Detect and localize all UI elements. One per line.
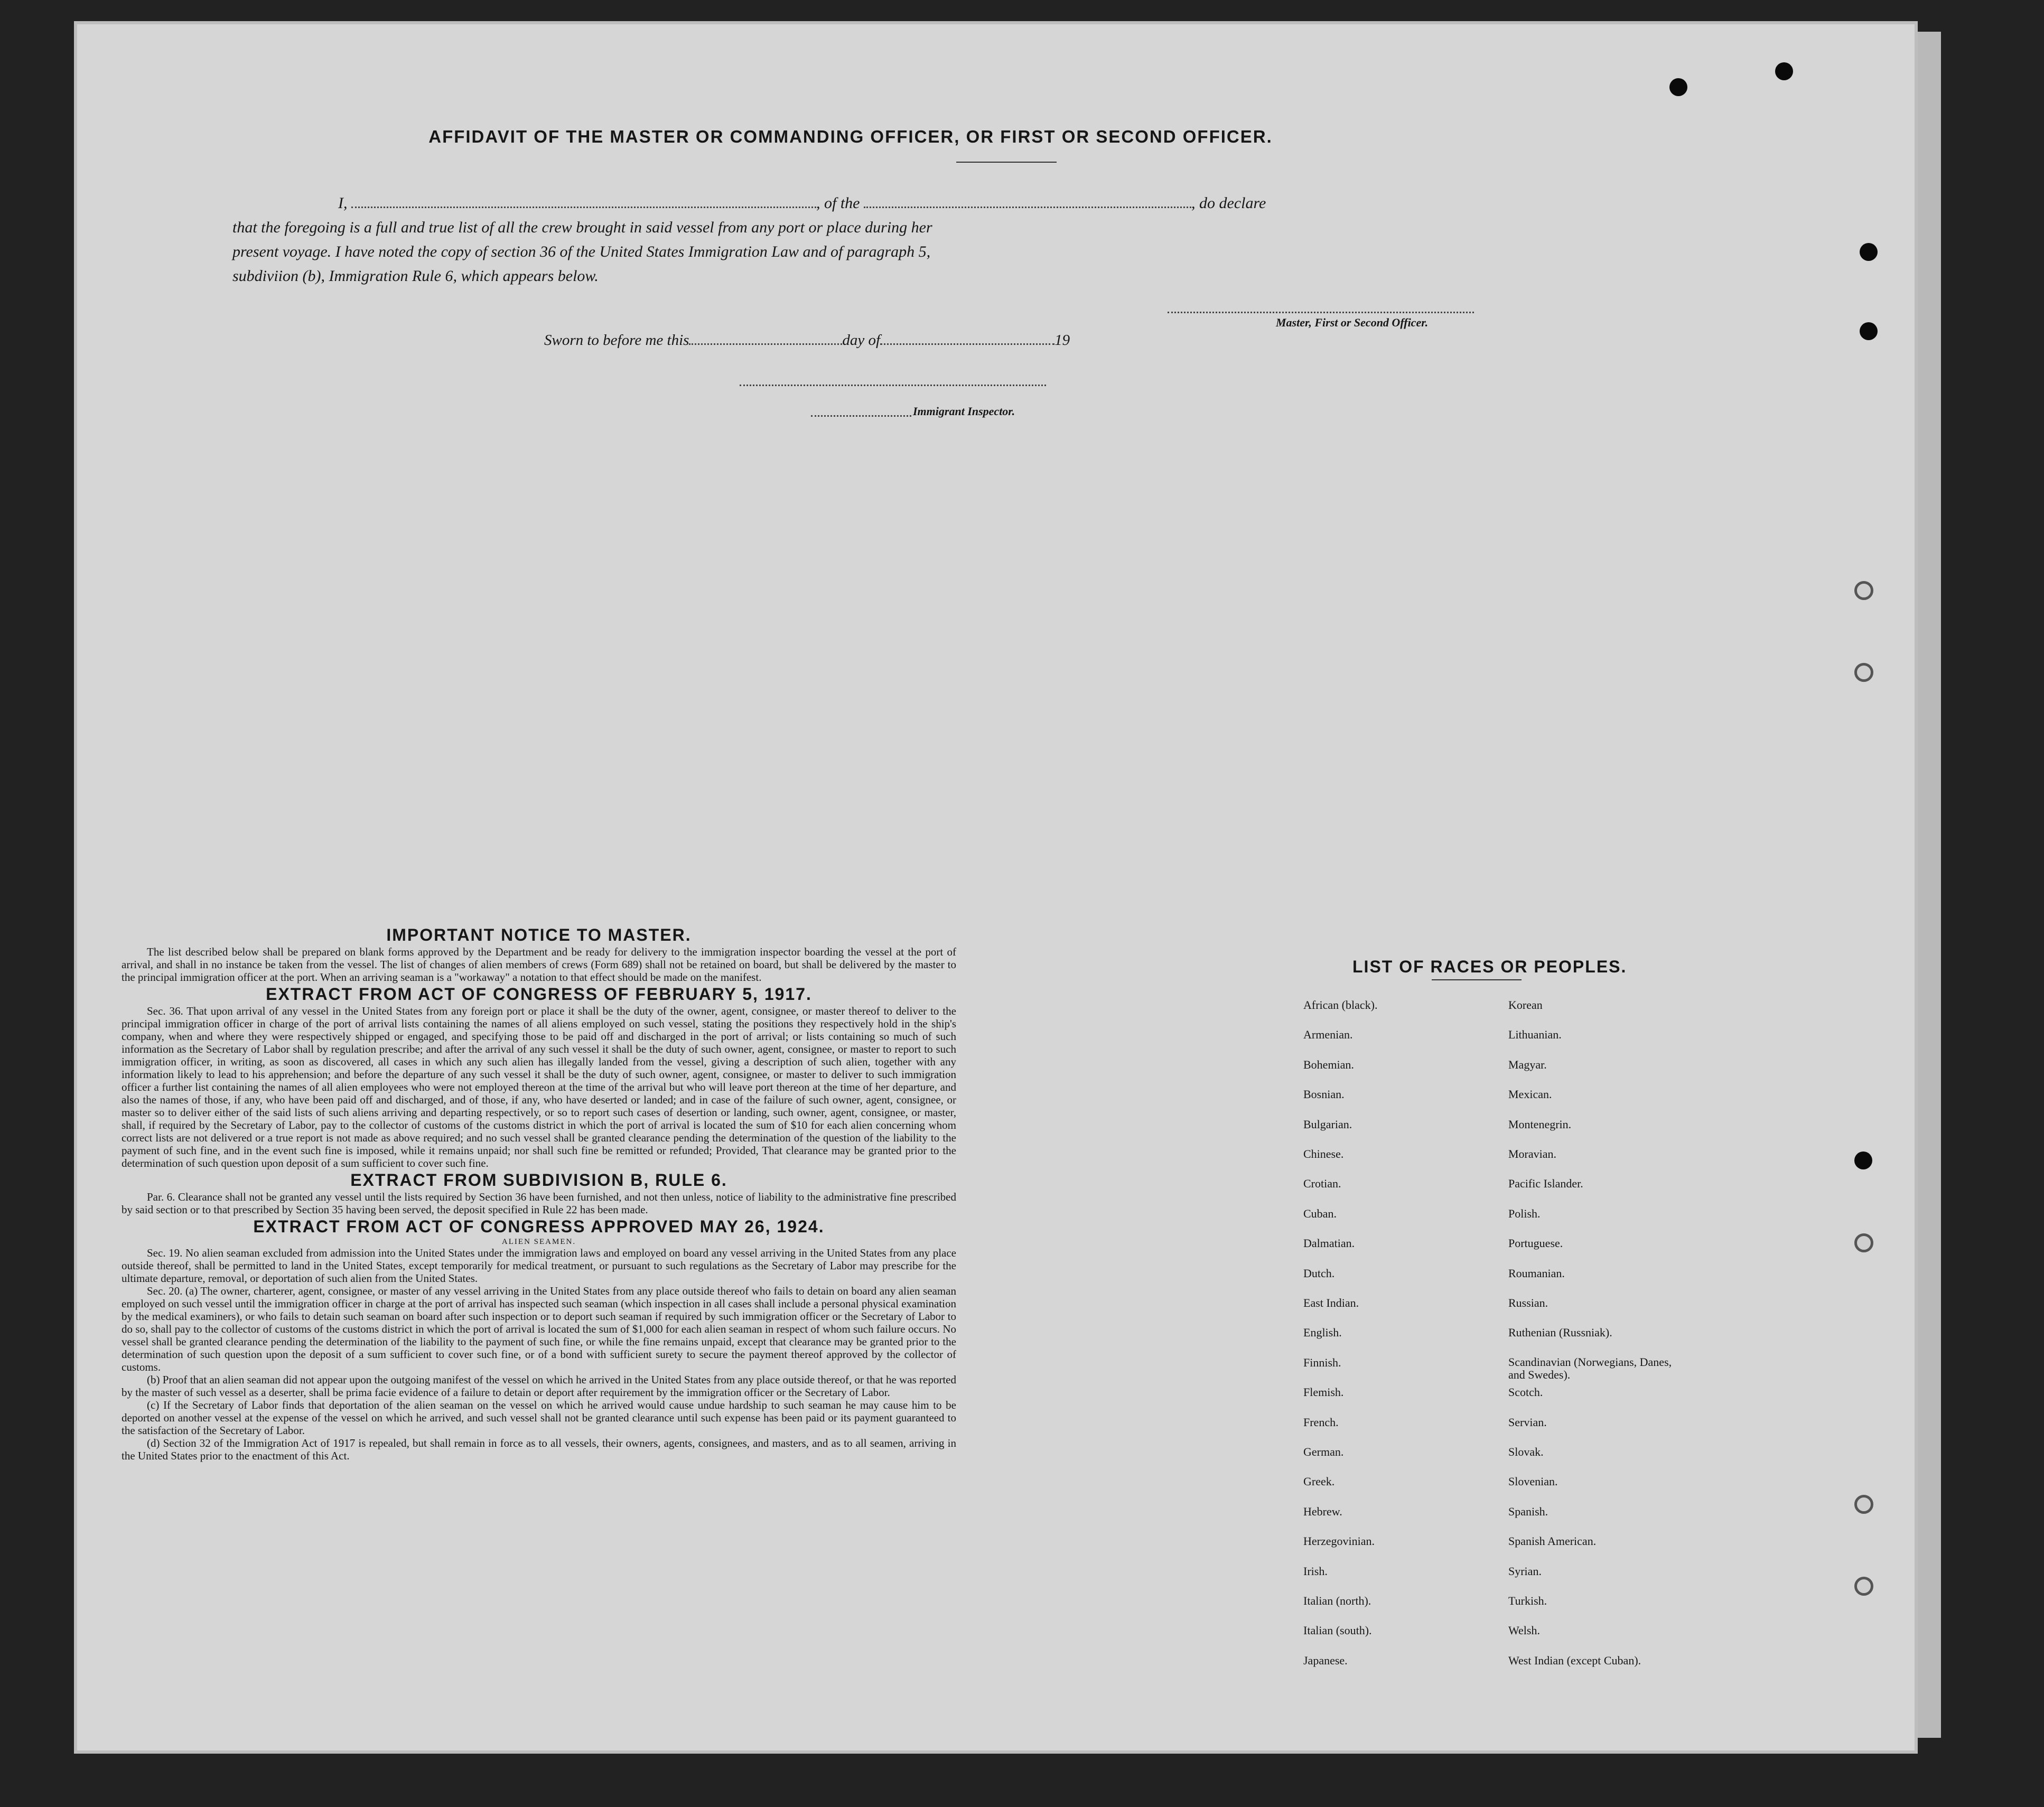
inspector-signature-line[interactable] bbox=[811, 415, 911, 417]
race-item-right: Slovenian. bbox=[1508, 1475, 1558, 1488]
extract3-subtitle: ALIEN SEAMEN. bbox=[501, 1238, 576, 1246]
inspector-signature-line-upper[interactable] bbox=[740, 385, 1046, 386]
race-item-left: Japanese. bbox=[1303, 1653, 1348, 1667]
punch-hole bbox=[1860, 243, 1878, 261]
race-item-left: Finnish. bbox=[1303, 1355, 1341, 1369]
race-item-left: Bulgarian. bbox=[1303, 1117, 1352, 1131]
extract2-text: Par. 6. Clearance shall not be granted any vessel until the lists required by Section 36 have been furnished, and not then unless, notice of liability to the administrative fine prescribed by said section or to that prescribed by Section 35 having been served, the deposit specified in Rule 22 has been made. bbox=[122, 1191, 956, 1216]
race-item-left: German. bbox=[1303, 1445, 1344, 1458]
affidavit-line2: that the foregoing is a full and true list of all the crew brought in said vessel from any port or place during her bbox=[232, 219, 932, 236]
races-section bbox=[1278, 956, 1712, 1667]
title-rule bbox=[956, 162, 1057, 163]
race-item-right: Ruthenian (Russniak). bbox=[1508, 1326, 1612, 1340]
affidavit-title: AFFIDAVIT OF THE MASTER OR COMMANDING OFFICER, OR FIRST OR SECOND OFFICER. bbox=[428, 127, 1273, 146]
affidavit-line1-mid: , of the bbox=[816, 194, 860, 212]
sworn-day: day of bbox=[842, 332, 881, 349]
race-item-left: Italian (south). bbox=[1303, 1624, 1372, 1637]
races-title-rule bbox=[1432, 979, 1522, 980]
race-item-left: Armenian. bbox=[1303, 1028, 1353, 1042]
race-item-left: Cuban. bbox=[1303, 1206, 1337, 1220]
race-item-right: Servian. bbox=[1508, 1415, 1547, 1429]
race-item-right: Korean bbox=[1508, 998, 1543, 1012]
race-item-left: Bohemian. bbox=[1303, 1057, 1354, 1071]
race-item-right: Russian. bbox=[1508, 1296, 1548, 1309]
race-item-right: Scandinavian (Norwegians, Danes, and Swedes). bbox=[1508, 1355, 1672, 1381]
affidavit-body bbox=[232, 191, 1331, 288]
notice-intro: The list described below shall be prepared on blank forms approved by the Department and be ready for delivery to the immigration inspector boarding the vessel at the port of arrival, and shall in no instance be taken from the vessel. The list of changes of alien members of crews (Form 689) shall not be retained on board, but shall be delivered by the master to the principal immigration officer at the port. When an arriving seaman is a "workaway" a notation to that effect should be made on the manifest. bbox=[122, 945, 956, 984]
sworn-prefix: Sworn to before me this bbox=[544, 332, 689, 349]
notice-section bbox=[122, 924, 956, 1462]
sworn-statement bbox=[544, 332, 1070, 349]
race-item-left: French. bbox=[1303, 1415, 1339, 1429]
affidavit-line1-suffix: , do declare bbox=[1191, 194, 1266, 212]
race-item-right: Spanish. bbox=[1508, 1504, 1548, 1518]
master-signature-label: Master, First or Second Officer. bbox=[1276, 316, 1429, 329]
race-item-right: Spanish American. bbox=[1508, 1534, 1597, 1548]
race-item-right: Moravian. bbox=[1508, 1147, 1557, 1160]
extract1-text: Sec. 36. That upon arrival of any vessel in the United States from any foreign port or place it shall be the duty of the owner, agent, consignee, or master thereof to deliver to the principal immigration officer in charge of the port of arrival lists containing the names of all aliens employed on such vessel, stating the positions they respectively hold in the ship's company, when and where they were respectively shipped or engaged, and specifying those to be paid off and discharged in the port of arrival; or lists containing so much of such information as the Secretary of Labor shall by regulation prescribe; and after the arrival of any such vessel it shall be the duty of such owner, agent, consignee, or master to report to such immigration officer, in writing, as soon as discovered, all cases in which any such alien has illegally landed from the vessel, giving a description of such alien, together with any information likely to lead to his apprehension; and before the departure of any such vessel it shall be the duty of such owner, agent, consignee, or master to deliver to such immigration officer a further list containing the names of all alien employees who were not employed thereon at the time of the arrival but who will leave port thereon at the time of her departure, and also the names of those, if any, who have been paid off and discharged, and of those, if any, who have deserted or landed; and in case of the failure of such owner, agent, consignee, or master so to deliver either of the said lists of such aliens arriving and departing respectively, or so to report such cases of desertion or landing, such owner, agent, consignee, or master, shall, if required by the Secretary of Labor, pay to the collector of customs of the customs district in which the port of arrival is located the sum of $10 for each alien concerning whom correct lists are not delivered or a true report is not made as above required; and no such vessel shall be granted clearance pending the determination of the question of the liability to the payment of such fine, and in the event such fine is imposed, while it remains unpaid; nor shall such fine be remitted or refunded; Provided, That clearance may be granted prior to the determination of such question upon deposit of a sum sufficient to cover such fine. bbox=[122, 1005, 956, 1169]
punch-hole bbox=[1854, 581, 1873, 600]
race-item-left: Flemish. bbox=[1303, 1385, 1344, 1399]
race-item-left: African (black). bbox=[1303, 998, 1378, 1012]
race-item-right: Scotch. bbox=[1508, 1385, 1543, 1399]
race-item-left: Dalmatian. bbox=[1303, 1237, 1355, 1250]
race-item-left: East Indian. bbox=[1303, 1296, 1359, 1309]
race-item-right: Turkish. bbox=[1508, 1594, 1547, 1607]
race-item-left: Bosnian. bbox=[1303, 1088, 1345, 1101]
race-item-right: Montenegrin. bbox=[1508, 1117, 1572, 1131]
notice-title: IMPORTANT NOTICE TO MASTER. bbox=[386, 925, 692, 944]
races-title: LIST OF RACES OR PEOPLES. bbox=[1352, 957, 1627, 976]
race-item-right: Lithuanian. bbox=[1508, 1028, 1562, 1042]
sworn-month-blank[interactable] bbox=[880, 332, 1054, 345]
punch-hole bbox=[1854, 1151, 1872, 1169]
race-item-right: Slovak. bbox=[1508, 1445, 1544, 1458]
sec20d-text: (d) Section 32 of the Immigration Act of 1917 is repealed, but shall remain in force as to all vessels, their owners, agents, consignees, and masters, and as to all seamen, arriving in the United States prior to the enactment of this Act. bbox=[122, 1437, 956, 1462]
extract1-title: EXTRACT FROM ACT OF CONGRESS OF FEBRUARY 5, 1917. bbox=[266, 985, 812, 1004]
punch-hole bbox=[1854, 1233, 1873, 1252]
sec20c-text: (c) If the Secretary of Labor finds that deportation of the alien seaman on the vessel on which he arrived would cause undue hardship to such seaman he may cause him to be deported on another vessel at the expense of the vessel on which he arrived, and such vessel shall not be granted clearance until such expense has been paid or its payment guaranteed to the satisfaction of the Secretary of Labor. bbox=[122, 1399, 956, 1437]
affidavit-line4: subdiviion (b), Immigration Rule 6, which appears below. bbox=[232, 267, 599, 285]
race-item-right: West Indian (except Cuban). bbox=[1508, 1653, 1641, 1667]
affidavit-line1-prefix: I, bbox=[338, 194, 348, 212]
race-item-left: Herzegovinian. bbox=[1303, 1534, 1375, 1548]
race-item-left: Crotian. bbox=[1303, 1177, 1341, 1191]
sec19-text: Sec. 19. No alien seaman excluded from admission into the United States under the immigration laws and employed on board any vessel arriving in the United States from any place outside thereof, shall be permitted to land in the United States, except temporarily for medical treatment, or pursuant to such regulations as the Secretary of Labor may prescribe for the ultimate departure, removal, or deportation of such alien from the United States. bbox=[122, 1247, 956, 1285]
race-item-right: Polish. bbox=[1508, 1206, 1541, 1220]
affidavit-line3: present voyage. I have noted the copy of section 36 of the United States Immigration Law and of paragraph 5, bbox=[232, 243, 931, 260]
race-item-right: Mexican. bbox=[1508, 1088, 1552, 1101]
race-item-right: Magyar. bbox=[1508, 1057, 1547, 1071]
race-item-left: Irish. bbox=[1303, 1564, 1328, 1578]
sec20b-text: (b) Proof that an alien seaman did not appear upon the outgoing manifest of the vessel on which he arrived in the United States from any place outside thereof, or that he was reported by the master of such vessel as a deserter, shall be prima facie evidence of a failure to detain or deport after requirement by the immigration officer or the Secretary of Labor. bbox=[122, 1373, 956, 1399]
inspector-label: Immigrant Inspector. bbox=[913, 405, 1015, 418]
sec20a-text: Sec. 20. (a) The owner, charterer, agent, consignee, or master of any vessel arriving in the United States from any place outside thereof who fails to detain on board any alien seaman employed on such vessel until the immigration officer in charge at the port of arrival has inspected such seaman (which inspection in all cases shall include a personal physical examination by the medical examiners), or who fails to detain such seaman on board after such inspection or to deport such seaman if required by such immigration officer or the Secretary of Labor to do so, shall pay to the collector of customs of the customs district in which the port of arrival is located the sum of $1,000 for each alien seaman in respect of whom such failure occurs. No vessel shall be granted clearance pending the determination of the liability to the payment of such fine, or while the fine remains unpaid, except that clearance may be granted prior to the determination of such question upon the deposit of a sum sufficient to cover such fine, or of a bond with sufficient surety to secure the payment thereof approved by the collector of customs. bbox=[122, 1285, 956, 1373]
race-item-right: Pacific Islander. bbox=[1508, 1177, 1583, 1191]
punch-hole bbox=[1669, 78, 1687, 96]
race-item-left: Dutch. bbox=[1303, 1266, 1335, 1280]
race-item-left: English. bbox=[1303, 1326, 1342, 1340]
punch-hole bbox=[1775, 62, 1793, 80]
punch-hole bbox=[1854, 663, 1873, 682]
punch-hole bbox=[1854, 1577, 1873, 1596]
extract2-title: EXTRACT FROM SUBDIVISION B, RULE 6. bbox=[350, 1171, 727, 1190]
vessel-blank[interactable] bbox=[864, 195, 1191, 208]
race-item-left: Chinese. bbox=[1303, 1147, 1344, 1160]
extract3-title: EXTRACT FROM ACT OF CONGRESS APPROVED MAY 26, 1924. bbox=[253, 1217, 825, 1236]
sworn-date-blank[interactable] bbox=[689, 332, 842, 345]
race-item-left: Italian (north). bbox=[1303, 1594, 1371, 1607]
race-item-right: Roumanian. bbox=[1508, 1266, 1565, 1280]
race-item-left: Greek. bbox=[1303, 1475, 1335, 1488]
race-item-right: Syrian. bbox=[1508, 1564, 1542, 1578]
race-item-left: Hebrew. bbox=[1303, 1504, 1342, 1518]
race-item-right: Welsh. bbox=[1508, 1624, 1540, 1637]
name-blank[interactable] bbox=[351, 195, 816, 208]
master-signature-line[interactable] bbox=[1168, 312, 1474, 313]
sworn-year: 19 bbox=[1054, 332, 1070, 349]
punch-hole bbox=[1854, 1495, 1873, 1514]
race-item-right: Portuguese. bbox=[1508, 1237, 1563, 1250]
punch-hole bbox=[1860, 322, 1878, 340]
